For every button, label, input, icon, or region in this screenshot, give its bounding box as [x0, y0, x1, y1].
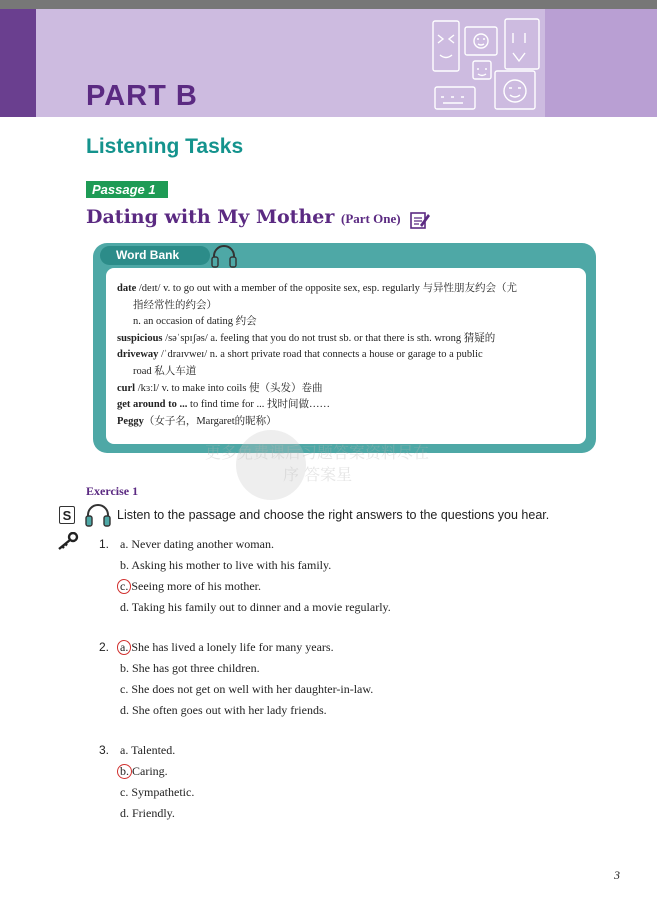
pencil-note-icon: [410, 210, 430, 230]
word-definition: to find time for ... 找时间做……: [187, 399, 331, 411]
word: suspicious: [117, 332, 163, 344]
listen-headphones-icon[interactable]: [84, 503, 112, 527]
passage-title-text: Dating with My Mother: [86, 206, 335, 228]
option[interactable]: c. She does not get on well with her daughter-in-law.: [120, 682, 374, 696]
question-number: 3.: [99, 743, 110, 757]
word: get around to ...: [117, 399, 188, 411]
doodle-faces-icon: [425, 9, 545, 117]
top-strip: [0, 0, 657, 9]
passage-subtitle: (Part One): [340, 211, 401, 226]
answer-circle: b.: [117, 764, 132, 779]
watermark-line: 序 答案星: [283, 465, 353, 484]
word-entry-continued: n. an occasion of dating 约会: [133, 316, 257, 328]
passage-tag: Passage 1: [86, 181, 168, 198]
option-selected[interactable]: [120, 764, 168, 779]
option[interactable]: b. She has got three children.: [120, 661, 260, 675]
word-entry: [117, 397, 577, 414]
script-s-icon[interactable]: S: [59, 506, 75, 524]
option-text: Caring.: [132, 764, 168, 778]
option[interactable]: a. Never dating another woman.: [120, 537, 274, 551]
word-definition: /səˈspɪʃəs/ a. feeling that you do not trust sb. or that there is sth. wrong 猜疑的: [162, 332, 496, 344]
option-text: Seeing more of his mother.: [131, 579, 261, 593]
part-title: PART B: [86, 80, 198, 112]
word-entry: [117, 347, 577, 364]
watermark-line: 更多免费课后习题答案资料尽在: [205, 443, 430, 462]
word-definition: /deɪt/ v. to go out with a member of the opposite sex, esp. regularly 与异性朋友约会（尤: [136, 283, 518, 294]
option[interactable]: b. Asking his mother to live with his family.: [120, 558, 332, 572]
option-text: She has lived a lonely life for many years.: [131, 640, 334, 654]
question-number: 1.: [99, 537, 110, 551]
exercise-instruction: Listen to the passage and choose the right answers to the questions you hear.: [117, 508, 550, 522]
answer-circle: c.: [117, 579, 131, 594]
option[interactable]: d. She often goes out with her lady friends.: [120, 703, 327, 717]
word-entry: [117, 281, 577, 298]
passage-title: [86, 206, 401, 228]
option[interactable]: d. Friendly.: [120, 806, 175, 820]
option[interactable]: d. Taking his family out to dinner and a movie regularly.: [120, 600, 391, 614]
banner-accent-left: [0, 9, 36, 117]
option[interactable]: a. Talented.: [120, 743, 176, 757]
word-definition: （女子名，Margaret的昵称）: [143, 415, 277, 427]
word: curl: [117, 382, 136, 394]
word-definition: /kɜːl/ v. to make into coils 使（头发）卷曲: [135, 382, 323, 394]
exercise-label: Exercise 1: [86, 484, 139, 498]
option-selected[interactable]: [120, 579, 261, 594]
section-title: Listening Tasks: [86, 135, 244, 158]
word-definition: /ˈdraɪvweɪ/ n. a short private road that connects a house or garage to a public: [158, 349, 483, 361]
word-entry-continued: 指经常性的约会）: [133, 299, 217, 311]
word-bank-label: Word Bank: [100, 246, 210, 265]
word-bank-entries: [117, 281, 577, 430]
answer-circle: a.: [117, 640, 131, 655]
option-selected[interactable]: [120, 640, 334, 655]
headphones-icon: [210, 244, 238, 268]
word-entry: [117, 381, 577, 398]
word: date: [117, 283, 137, 294]
word-entry: [117, 331, 577, 348]
banner-accent-right: [545, 9, 657, 117]
word-entry-continued: road 私人车道: [133, 365, 197, 377]
watermark: [205, 442, 429, 486]
word: driveway: [117, 349, 159, 361]
option[interactable]: c. Sympathetic.: [120, 785, 195, 799]
question-number: 2.: [99, 640, 110, 654]
word-entry: [117, 414, 577, 431]
word: Peggy: [117, 415, 144, 427]
page-number: 3: [614, 868, 620, 882]
key-icon[interactable]: [57, 532, 79, 550]
